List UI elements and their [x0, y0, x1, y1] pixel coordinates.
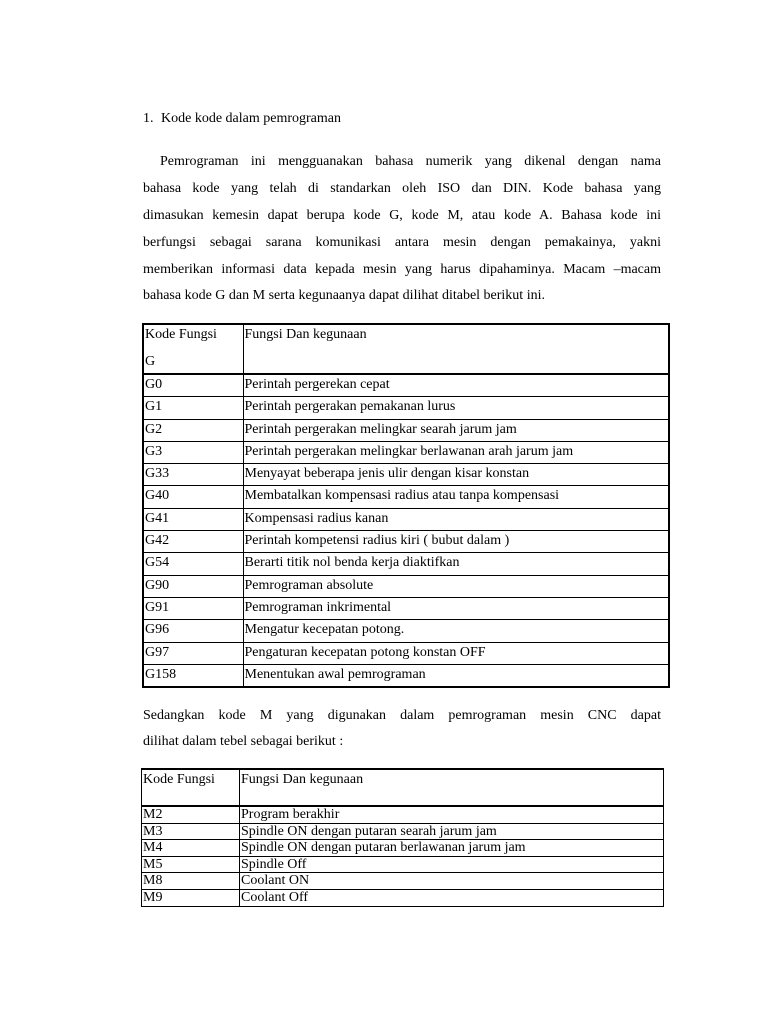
table-row — [143, 575, 669, 597]
function-cell: Perintah pergerakan pemakanan lurus — [243, 397, 669, 419]
paragraph-line: memberikan informasi data kepada mesin yang harus dipahaminya. Macam –macam — [143, 261, 661, 277]
header-label-code: Kode Fungsi — [145, 327, 217, 342]
g-code-table — [142, 323, 670, 688]
table-row — [143, 397, 669, 419]
function-cell: Perintah kompetensi radius kiri ( bubut dalam ) — [243, 531, 669, 553]
code-cell: G3 — [143, 441, 243, 463]
code-cell: M3 — [142, 823, 240, 840]
table-row — [143, 642, 669, 664]
table-header-row — [143, 324, 669, 374]
code-cell: G41 — [143, 508, 243, 530]
paragraph-line: bahasa kode yang telah di standarkan oleh ISO dan DIN. Kode bahasa yang — [143, 180, 661, 196]
function-cell: Menyayat beberapa jenis ulir dengan kisar konstan — [243, 464, 669, 486]
table-row — [142, 889, 664, 906]
table-row — [142, 840, 664, 857]
function-cell: Spindle ON dengan putaran searah jarum jam — [240, 823, 664, 840]
m-code-table — [141, 768, 664, 907]
code-cell: G33 — [143, 464, 243, 486]
header-label-function: Fungsi Dan kegunaan — [244, 327, 367, 342]
code-cell: G96 — [143, 620, 243, 642]
function-cell: Perintah pergerekan cepat — [243, 374, 669, 397]
table-row — [142, 806, 664, 823]
table-row — [143, 374, 669, 397]
code-cell: G42 — [143, 531, 243, 553]
function-cell: Membatalkan kompensasi radius atau tanpa kompensasi — [243, 486, 669, 508]
code-cell: G97 — [143, 642, 243, 664]
paragraph-line: dilihat dalam tebel sebagai berikut : — [143, 734, 344, 749]
table-row — [143, 486, 669, 508]
code-cell: G158 — [143, 664, 243, 687]
table-row — [143, 553, 669, 575]
section-title: Kode kode dalam pemrograman — [161, 111, 341, 126]
code-cell: M4 — [142, 840, 240, 857]
paragraph-line: berfungsi sebagai sarana komunikasi antara mesin dengan pemakainya, yakni — [143, 234, 661, 250]
header-cell-code: Kode Fungsi — [142, 769, 240, 806]
section-number: 1. — [143, 111, 154, 126]
table-row — [142, 873, 664, 890]
function-cell: Perintah pergerakan melingkar searah jarum jam — [243, 419, 669, 441]
table-row — [142, 823, 664, 840]
code-cell: G2 — [143, 419, 243, 441]
function-cell: Spindle Off — [240, 856, 664, 873]
section-heading — [143, 110, 341, 128]
table-row — [143, 441, 669, 463]
table-row — [143, 664, 669, 687]
paragraph-line: dimasukan kemesin dapat berupa kode G, kode M, atau kode A. Bahasa kode ini — [143, 207, 661, 223]
function-cell: Berarti titik nol benda kerja diaktifkan — [243, 553, 669, 575]
paragraph-line: bahasa kode G dan M serta kegunaanya dapat dilihat ditabel berikut ini. — [143, 288, 545, 304]
function-cell: Program berakhir — [240, 806, 664, 823]
code-cell: M9 — [142, 889, 240, 906]
function-cell: Spindle ON dengan putaran berlawanan jarum jam — [240, 840, 664, 857]
function-cell: Mengatur kecepatan potong. — [243, 620, 669, 642]
header-cell-code — [143, 324, 243, 374]
function-cell: Perintah pergerakan melingkar berlawanan arah jarum jam — [243, 441, 669, 463]
function-cell: Pemrograman inkrimental — [243, 597, 669, 619]
code-cell: G54 — [143, 553, 243, 575]
code-cell: M2 — [142, 806, 240, 823]
table-row — [143, 419, 669, 441]
header-cell-function — [243, 324, 669, 374]
code-cell: G0 — [143, 374, 243, 397]
transition-paragraph — [143, 703, 661, 755]
function-cell: Pemrograman absolute — [243, 575, 669, 597]
table-row — [143, 464, 669, 486]
function-cell: Coolant Off — [240, 889, 664, 906]
code-cell: G1 — [143, 397, 243, 419]
table-row — [143, 531, 669, 553]
paragraph-line: Sedangkan kode M yang digunakan dalam pemrograman mesin CNC dapat — [143, 708, 661, 723]
table-row — [143, 508, 669, 530]
function-cell: Menentukan awal pemrograman — [243, 664, 669, 687]
code-cell: M5 — [142, 856, 240, 873]
function-cell: Pengaturan kecepatan potong konstan OFF — [243, 642, 669, 664]
function-cell: Coolant ON — [240, 873, 664, 890]
code-cell: M8 — [142, 873, 240, 890]
table-row — [143, 597, 669, 619]
code-cell: G91 — [143, 597, 243, 619]
table-row — [143, 620, 669, 642]
paragraph-line: Pemrograman ini mengguanakan bahasa numerik yang dikenal dengan nama — [160, 154, 661, 169]
function-cell: Kompensasi radius kanan — [243, 508, 669, 530]
intro-paragraph — [143, 149, 661, 310]
table-row — [142, 856, 664, 873]
code-cell: G90 — [143, 575, 243, 597]
code-cell: G40 — [143, 486, 243, 508]
header-overflow-text: G — [145, 354, 156, 369]
header-cell-function: Fungsi Dan kegunaan — [240, 769, 664, 806]
table-header-row — [142, 769, 664, 806]
